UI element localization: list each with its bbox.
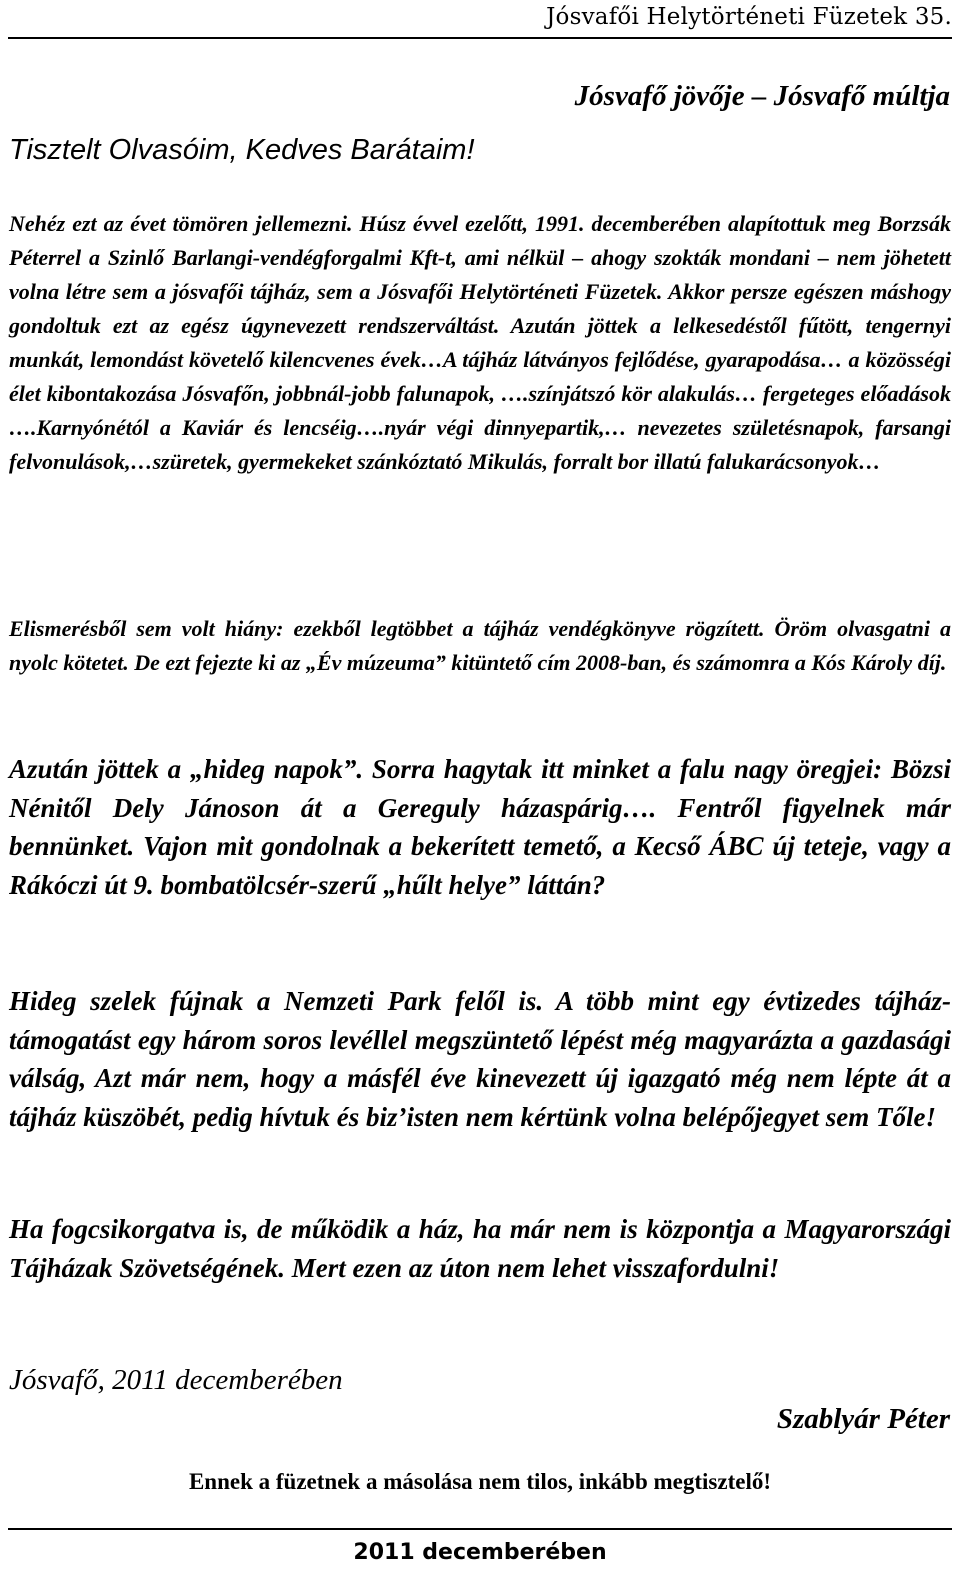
running-footer: 2011 decemberében	[353, 1540, 607, 1565]
paragraph-recognition: Elismerésből sem volt hiány: ezekből legtöbbet a tájház vendégkönyve rögzített. Öröm olvasgatni a nyolc kötetet. De ezt fejezte ki az „Év múzeuma” kitüntető cím 2008-ban, és számomra a Kós Károly díj.	[9, 616, 951, 675]
header-divider	[8, 37, 952, 39]
article-title: Jósvafő jövője – Jósvafő múltja	[574, 80, 950, 112]
running-header: Jósvafői Helytörténeti Füzetek 35.	[546, 4, 952, 30]
place-date: Jósvafő, 2011 decemberében	[9, 1364, 343, 1396]
copy-note: Ennek a füzetnek a másolása nem tilos, inkább megtisztelő!	[188, 1469, 772, 1494]
paragraph-closing: Ha fogcsikorgatva is, de működik a ház, ha már nem is központja a Magyarországi Tájházak Szövetségének. Mert ezen az úton nem lehet visszafordulni!	[9, 1214, 951, 1283]
footer-divider	[8, 1528, 952, 1530]
paragraph-cold-winds: Hideg szelek fújnak a Nemzeti Park felől is. A több mint egy évtizedes tájház-támogatást egy három soros levéllel megszüntető lépést még magyarázta a gazdasági válság, Azt már nem, hogy a másfél éve kinevezett új igazgató még nem lépte át a tájház küszöbét, pedig hívtuk és biz’isten nem kértünk volna belépőjegyet sem Tőle!	[9, 986, 951, 1132]
signature: Szablyár Péter	[776, 1403, 950, 1435]
paragraph-cold-days: Azután jöttek a „hideg napok”. Sorra hagytak itt minket a falu nagy öregjei: Bözsi Nénitől Dely Jánoson át a Gereguly házaspárig…. Fentről figyelnek már bennünket. Vajon mit gondolnak a bekerített temető, a Kecső ÁBC új teteje, vagy a Rákóczi út 9. bombatölcsér-szerű „hűlt helye” láttán?	[9, 754, 951, 900]
greeting: Tisztelt Olvasóim, Kedves Barátaim!	[9, 134, 475, 166]
paragraph-intro: Nehéz ezt az évet tömören jellemezni. Húsz évvel ezelőtt, 1991. decemberében alapítottuk meg Borzsák Péterrel a Szinlő Barlangi-vendégforgalmi Kft-t, ami nélkül – ahogy szokták mondani – nem jöhetett volna létre sem a jósvafői tájház, sem a Jósvafői Helytörténeti Füzetek. Akkor persze egészen máshogy gondoltuk ezt az egész úgynevezett rendszerváltást. Azután jöttek a lelkesedéstől fűtött, tengernyi munkát, lemondást követelő kilencvenes évek…A tájház látványos fejlődése, gyarapodása… a közösségi élet kibontakozása Jósvafőn, jobbnál-jobb falunapok, ….színjátszó kör alakulás… fergeteges előadások ….Karnyónétól a Kaviár és lencséig….nyár végi dinnyepartik,… nevezetes születésnapok, farsangi felvonulások,…szüretek, gyermekeket szánkóztató Mikulás, forralt bor illatú falukarácsonyok…	[9, 211, 951, 474]
